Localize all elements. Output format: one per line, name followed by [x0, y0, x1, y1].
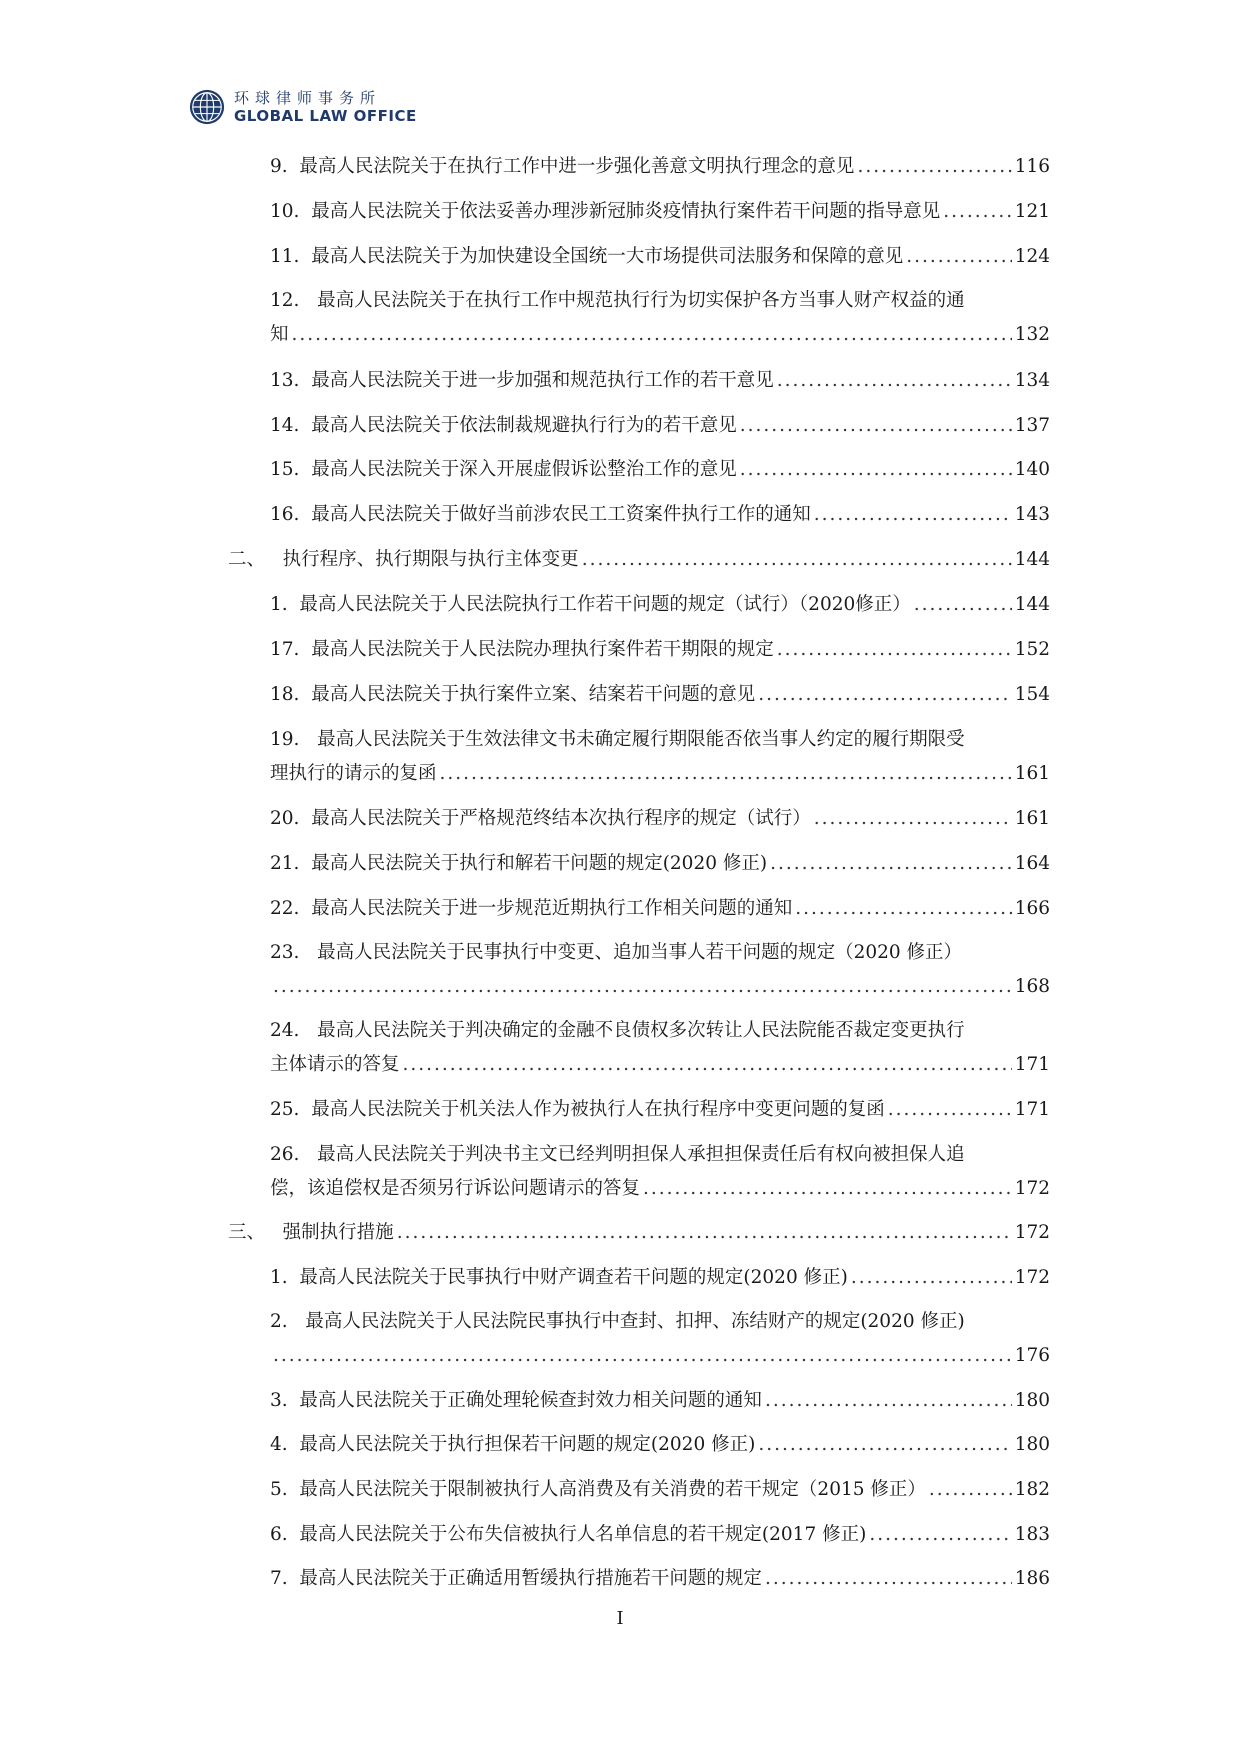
toc-entry-page: 137	[1014, 415, 1050, 436]
toc-entry-title: 最高人民法院关于做好当前涉农民工工资案件执行工作的通知	[311, 504, 811, 525]
toc-entry[interactable]: 26. 最高人民法院关于判决书主文已经判明担保人承担担保责任后有权向被担保人追 偿，该追偿权是否须另行诉讼问题请示的答复 ..... 172	[270, 1138, 1050, 1206]
toc-entry-page: 182	[1014, 1479, 1050, 1500]
toc-entry-page: 172	[1014, 1178, 1050, 1199]
toc-entry-title: 最高人民法院关于机关法人作为被执行人在执行程序中变更问题的复函	[311, 1099, 885, 1120]
toc-entry-title: 最高人民法院关于深入开展虚假诉讼整治工作的意见	[311, 459, 737, 480]
toc-entry[interactable]: 15. 最高人民法院关于深入开展虚假诉讼整治工作的意见 ..... 140	[270, 453, 1050, 487]
toc-entry-page: 121	[1014, 201, 1050, 222]
toc-section-title: 强制执行措施	[282, 1222, 394, 1243]
toc-entry-page: 144	[1014, 594, 1050, 615]
toc-entry-page: 140	[1014, 459, 1050, 480]
toc-entry[interactable]: 17. 最高人民法院关于人民法院办理执行案件若干期限的规定 ..... 152	[270, 633, 1050, 667]
toc-entry-page: 124	[1014, 246, 1050, 267]
toc-entry[interactable]: 10. 最高人民法院关于依法妥善办理涉新冠肺炎疫情执行案件若干问题的指导意见 ..... 121	[270, 195, 1050, 229]
toc-entry-title: 最高人民法院关于正确处理轮候查封效力相关问题的通知	[299, 1390, 762, 1411]
toc-entry-title: 最高人民法院关于为加快建设全国统一大市场提供司法服务和保障的意见	[311, 246, 904, 267]
toc-entry-page: 143	[1014, 504, 1050, 525]
toc-entry-title: 知	[270, 324, 289, 345]
toc-entry-page: 152	[1014, 639, 1050, 660]
toc-entry-page: 144	[1014, 549, 1050, 570]
toc-entry-title-line1: 最高人民法院关于生效法律文书未确定履行期限能否依当事人约定的履行期限受	[317, 729, 965, 750]
toc-entry-title-line1: 最高人民法院关于民事执行中变更、追加当事人若干问题的规定（2020 修正）	[317, 942, 963, 963]
toc-entry-page: 161	[1014, 763, 1050, 784]
toc-entry-title-line1: 最高人民法院关于人民法院民事执行中查封、扣押、冻结财产的规定(2020 修正)	[305, 1311, 965, 1332]
toc-entry[interactable]: 1. 最高人民法院关于人民法院执行工作若干问题的规定（试行）（2020修正） ..... 144	[270, 588, 1050, 622]
toc-entry[interactable]: 25. 最高人民法院关于机关法人作为被执行人在执行程序中变更问题的复函 ..... 171	[270, 1093, 1050, 1127]
toc-entry-title: 最高人民法院关于民事执行中财产调查若干问题的规定(2020 修正)	[299, 1267, 848, 1288]
toc-entry[interactable]: 7. 最高人民法院关于正确适用暂缓执行措施若干问题的规定 ..... 186	[270, 1562, 1050, 1596]
toc-section[interactable]: 三、 强制执行措施 ..... 172	[228, 1216, 1050, 1250]
toc-entry[interactable]: 20. 最高人民法院关于严格规范终结本次执行程序的规定（试行） ..... 161	[270, 802, 1050, 836]
toc-entry-page: 166	[1014, 898, 1050, 919]
toc-entry-title: 最高人民法院关于人民法院执行工作若干问题的规定（试行）（2020修正）	[299, 594, 911, 615]
toc-entry[interactable]: 13. 最高人民法院关于进一步加强和规范执行工作的若干意见 ..... 134	[270, 364, 1050, 398]
globe-icon	[188, 88, 226, 126]
toc-entry-page: 171	[1014, 1099, 1050, 1120]
toc-section[interactable]: 二、 执行程序、执行期限与执行主体变更 ..... 144	[228, 543, 1050, 577]
toc-entry-title: 最高人民法院关于进一步加强和规范执行工作的若干意见	[311, 370, 774, 391]
toc-entry-page: 171	[1014, 1054, 1050, 1075]
toc-entry-title: 最高人民法院关于正确适用暂缓执行措施若干问题的规定	[299, 1568, 762, 1589]
toc-entry-title: 偿，该追偿权是否须另行诉讼问题请示的答复	[270, 1178, 641, 1199]
toc-entry[interactable]: 11. 最高人民法院关于为加快建设全国统一大市场提供司法服务和保障的意见 ..... 124	[270, 240, 1050, 274]
toc-entry-page: 154	[1014, 684, 1050, 705]
toc-entry-page: 168	[1014, 976, 1050, 997]
toc-entry-title: 最高人民法院关于人民法院办理执行案件若干期限的规定	[311, 639, 774, 660]
toc-entry[interactable]: 4. 最高人民法院关于执行担保若干问题的规定(2020 修正) ..... 180	[270, 1428, 1050, 1462]
page-number: I	[616, 1608, 624, 1629]
toc-entry-title: 最高人民法院关于进一步规范近期执行工作相关问题的通知	[311, 898, 793, 919]
toc-entry-title: 最高人民法院关于执行案件立案、结案若干问题的意见	[311, 684, 756, 705]
toc-entry[interactable]: 21. 最高人民法院关于执行和解若干问题的规定(2020 修正) ..... 164	[270, 847, 1050, 881]
toc-entry-page: 180	[1014, 1390, 1050, 1411]
toc-entry-title: 最高人民法院关于公布失信被执行人名单信息的若干规定(2017 修正)	[299, 1524, 867, 1545]
toc-entry-title-line1: 最高人民法院关于在执行工作中规范执行行为切实保护各方当事人财产权益的通	[317, 290, 965, 311]
toc-entry-page: 176	[1014, 1345, 1050, 1366]
toc-entry-page: 172	[1014, 1267, 1050, 1288]
toc-entry-title: 主体请示的答复	[270, 1054, 400, 1075]
header-logo	[188, 86, 417, 128]
toc-entry-title: 最高人民法院关于严格规范终结本次执行程序的规定（试行）	[311, 808, 811, 829]
toc-entry-page: 134	[1014, 370, 1050, 391]
toc-section-title: 执行程序、执行期限与执行主体变更	[282, 549, 579, 570]
toc-entry-title-line1: 最高人民法院关于判决书主文已经判明担保人承担担保责任后有权向被担保人追	[317, 1144, 965, 1165]
toc-entry-page: 172	[1014, 1222, 1050, 1243]
toc-entry[interactable]: 19. 最高人民法院关于生效法律文书未确定履行期限能否依当事人约定的履行期限受 理执行的请示的复函 ..... 161	[270, 723, 1050, 791]
toc-entry-page: 164	[1014, 853, 1050, 874]
toc-entry[interactable]: 16. 最高人民法院关于做好当前涉农民工工资案件执行工作的通知 ..... 143	[270, 498, 1050, 532]
toc-entry[interactable]: 14. 最高人民法院关于依法制裁规避执行行为的若干意见 ..... 137	[270, 409, 1050, 443]
toc-entry-page: 161	[1014, 808, 1050, 829]
toc-entry[interactable]: 3. 最高人民法院关于正确处理轮候查封效力相关问题的通知 ..... 180	[270, 1384, 1050, 1418]
toc-entry[interactable]: 1. 最高人民法院关于民事执行中财产调查若干问题的规定(2020 修正) ..... 172	[270, 1261, 1050, 1295]
toc-entry-page: 132	[1014, 324, 1050, 345]
toc-entry[interactable]: 5. 最高人民法院关于限制被执行人高消费及有关消费的若干规定（2015 修正） ..... 182	[270, 1473, 1050, 1507]
toc-entry[interactable]: 18. 最高人民法院关于执行案件立案、结案若干问题的意见 ..... 154	[270, 678, 1050, 712]
toc-entry[interactable]: 22. 最高人民法院关于进一步规范近期执行工作相关问题的通知 ..... 166	[270, 892, 1050, 926]
toc-entry[interactable]: 24. 最高人民法院关于判决确定的金融不良债权多次转让人民法院能否裁定变更执行 主体请示的答复 ..... 171	[270, 1014, 1050, 1082]
toc-entry-title: 最高人民法院关于依法妥善办理涉新冠肺炎疫情执行案件若干问题的指导意见	[311, 201, 941, 222]
toc-entry-page: 183	[1014, 1524, 1050, 1545]
toc-entry-title: 最高人民法院关于执行担保若干问题的规定(2020 修正)	[299, 1434, 756, 1455]
toc-entry[interactable]: 23. 最高人民法院关于民事执行中变更、追加当事人若干问题的规定（2020 修正） ..... 168	[270, 936, 1050, 1004]
toc-entry-title: 最高人民法院关于在执行工作中进一步强化善意文明执行理念的意见	[299, 156, 855, 177]
toc-entry[interactable]: 9. 最高人民法院关于在执行工作中进一步强化善意文明执行理念的意见 ..... 116	[270, 150, 1050, 184]
logo-chinese-name: 环球律师事务所	[234, 89, 382, 107]
toc-entry-title: 最高人民法院关于依法制裁规避执行行为的若干意见	[311, 415, 737, 436]
toc-entry-page: 116	[1014, 156, 1050, 177]
toc-entry-title: 理执行的请示的复函	[270, 763, 437, 784]
toc-entry-title: 最高人民法院关于限制被执行人高消费及有关消费的若干规定（2015 修正）	[299, 1479, 926, 1500]
toc-entry-title-line1: 最高人民法院关于判决确定的金融不良债权多次转让人民法院能否裁定变更执行	[317, 1020, 965, 1041]
toc-entry[interactable]: 2. 最高人民法院关于人民法院民事执行中查封、扣押、冻结财产的规定(2020 修正) ..... 176	[270, 1305, 1050, 1373]
logo-english-name: GLOBAL LAW OFFICE	[234, 107, 417, 125]
toc-entry[interactable]: 12. 最高人民法院关于在执行工作中规范执行行为切实保护各方当事人财产权益的通 知 ..... 132	[270, 284, 1050, 352]
toc-entry-title: 最高人民法院关于执行和解若干问题的规定(2020 修正)	[311, 853, 768, 874]
toc-entry[interactable]: 6. 最高人民法院关于公布失信被执行人名单信息的若干规定(2017 修正) ..... 183	[270, 1518, 1050, 1552]
toc-entry-page: 186	[1014, 1568, 1050, 1589]
toc-entry-page: 180	[1014, 1434, 1050, 1455]
